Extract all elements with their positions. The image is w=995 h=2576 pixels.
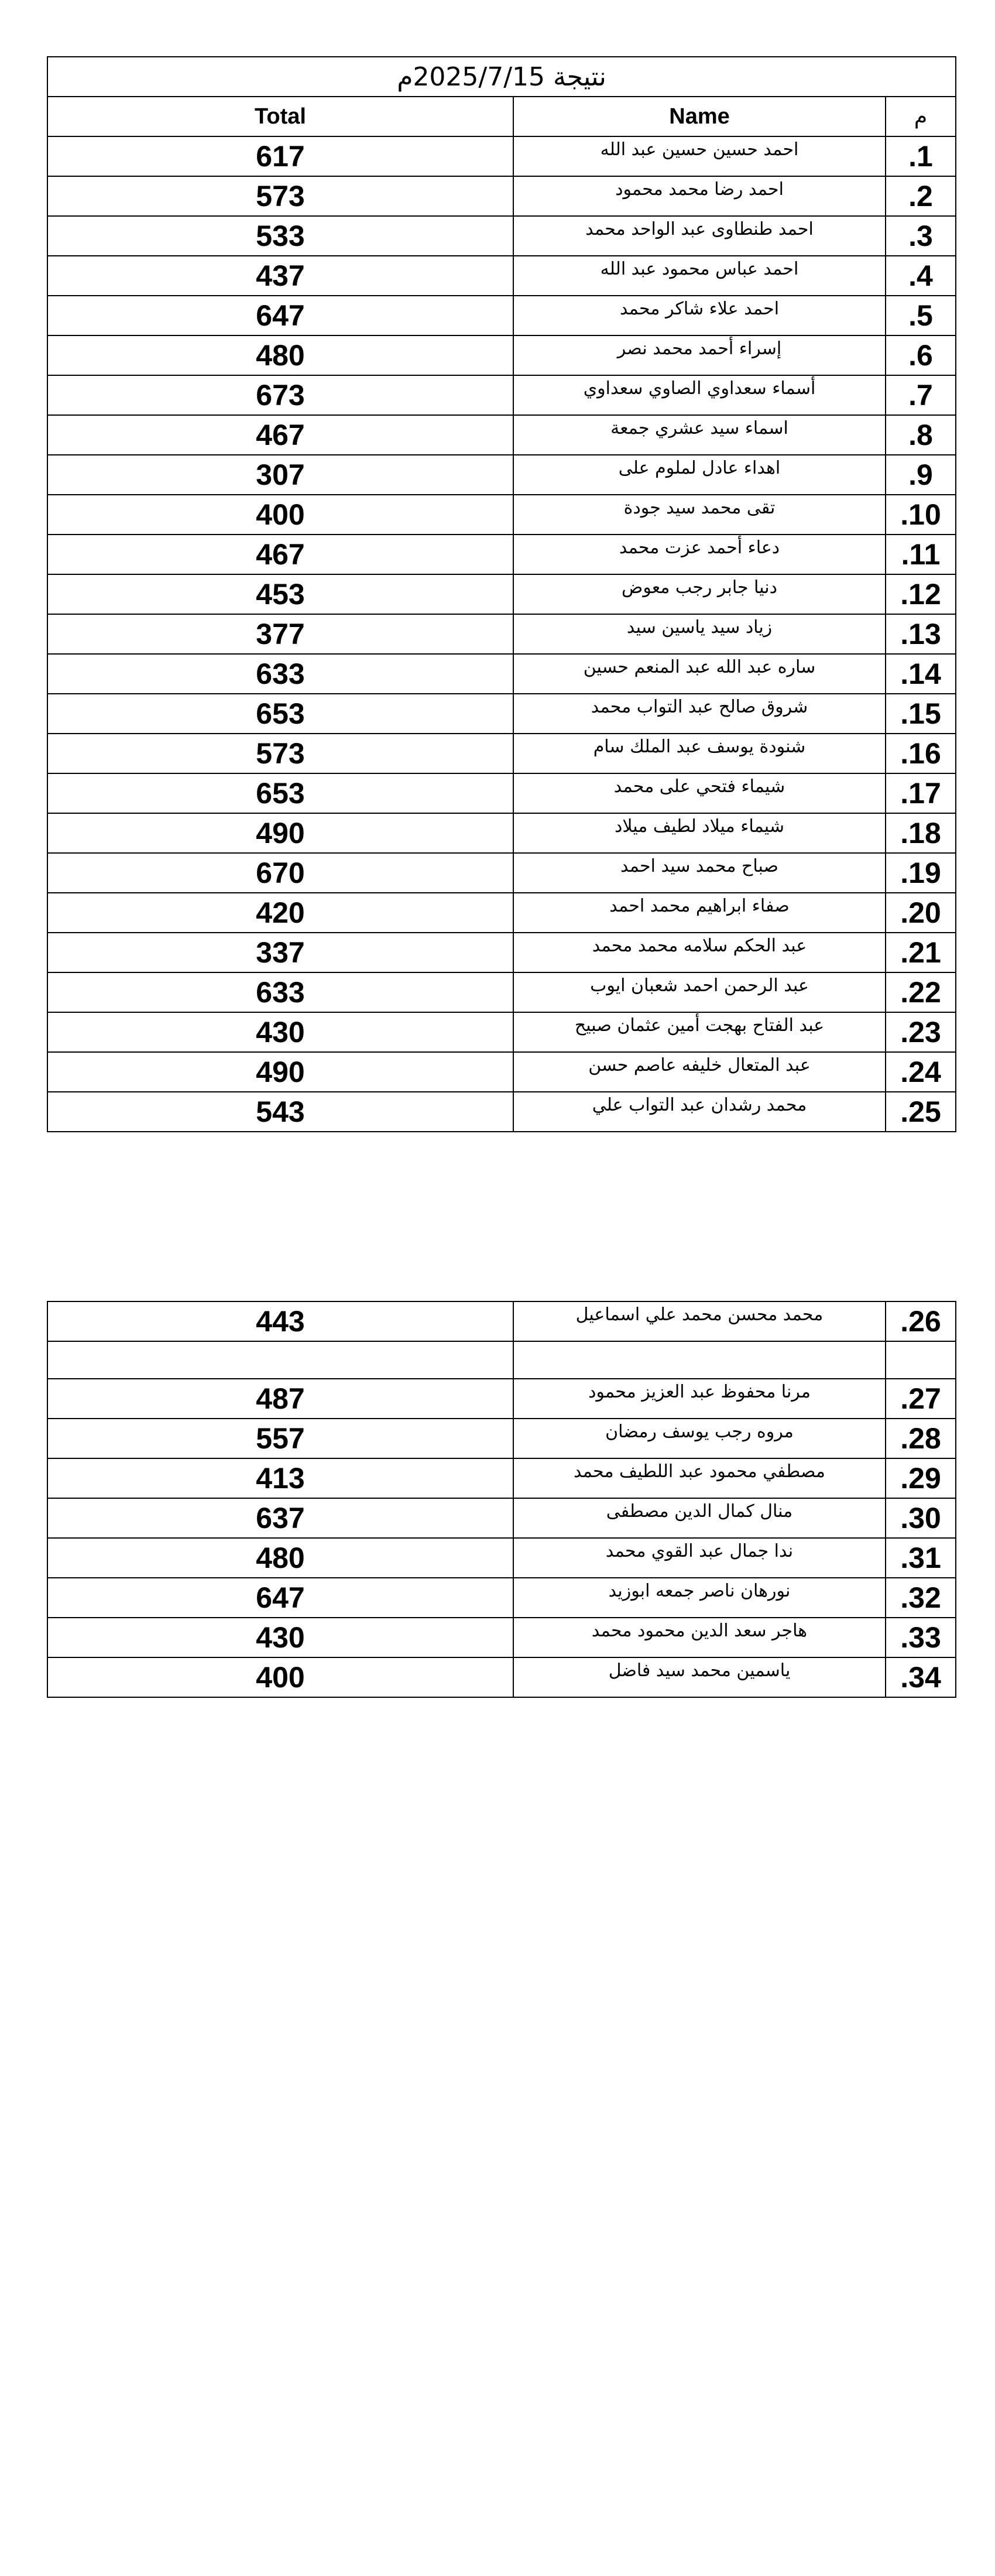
total-cell: 647 xyxy=(47,1578,513,1618)
name-cell: اهداء عادل لملوم على xyxy=(513,455,886,495)
table-row xyxy=(47,296,956,335)
results-table-page-2 xyxy=(47,1301,956,1698)
table-row xyxy=(47,853,956,893)
name-cell: شيماء ميلاد لطيف ميلاد xyxy=(513,813,886,853)
row-number-cell: 19. xyxy=(886,853,956,893)
table-row xyxy=(47,734,956,773)
table-row xyxy=(47,256,956,296)
name-cell: عبد المتعال خليفه عاصم حسن xyxy=(513,1052,886,1092)
total-cell: 543 xyxy=(47,1092,513,1132)
row-number-cell: 7. xyxy=(886,375,956,415)
total-cell: 673 xyxy=(47,375,513,415)
row-number-cell: 16. xyxy=(886,734,956,773)
name-cell: صفاء ابراهيم محمد احمد xyxy=(513,893,886,933)
name-cell: اسماء سيد عشري جمعة xyxy=(513,415,886,455)
row-number-cell: 17. xyxy=(886,773,956,813)
document-title: نتيجة 2025/7/15م xyxy=(47,57,956,97)
total-cell: 413 xyxy=(47,1458,513,1498)
results-table-body xyxy=(47,1301,956,1697)
row-number-cell: 26. xyxy=(886,1301,956,1341)
name-cell: عبد الرحمن احمد شعبان ايوب xyxy=(513,972,886,1012)
row-number-cell: 12. xyxy=(886,574,956,614)
results-table-body xyxy=(47,57,956,1132)
total-cell: 400 xyxy=(47,1657,513,1697)
row-number-cell: 25. xyxy=(886,1092,956,1132)
row-number-cell: 28. xyxy=(886,1419,956,1458)
row-number-cell: 6. xyxy=(886,335,956,375)
row-number-cell: 14. xyxy=(886,654,956,694)
name-cell: نورهان ناصر جمعه ابوزيد xyxy=(513,1578,886,1618)
name-cell: ندا جمال عبد القوي محمد xyxy=(513,1538,886,1578)
table-row xyxy=(47,535,956,574)
table-row xyxy=(47,1379,956,1419)
total-cell: 487 xyxy=(47,1379,513,1419)
total-cell: 533 xyxy=(47,216,513,256)
table-row xyxy=(47,216,956,256)
total-cell: 337 xyxy=(47,933,513,972)
name-cell: عبد الحكم سلامه محمد محمد xyxy=(513,933,886,972)
row-number-cell: 21. xyxy=(886,933,956,972)
name-cell: شروق صالح عبد التواب محمد xyxy=(513,694,886,734)
name-cell: احمد حسين حسين عبد الله xyxy=(513,136,886,176)
total-cell: 443 xyxy=(47,1301,513,1341)
table-row xyxy=(47,176,956,216)
total-cell: 670 xyxy=(47,853,513,893)
table-row xyxy=(47,1578,956,1618)
total-cell: 617 xyxy=(47,136,513,176)
table-row xyxy=(47,1092,956,1132)
name-cell xyxy=(513,1341,886,1379)
table-row xyxy=(47,375,956,415)
row-number-cell: 3. xyxy=(886,216,956,256)
table-row xyxy=(47,574,956,614)
table-row xyxy=(47,1301,956,1341)
table-row xyxy=(47,1618,956,1657)
header-number: م xyxy=(886,97,956,136)
table-row xyxy=(47,1052,956,1092)
table-row xyxy=(47,1657,956,1697)
table-row xyxy=(47,1498,956,1538)
name-cell: محمد رشدان عبد التواب علي xyxy=(513,1092,886,1132)
row-number-cell: 29. xyxy=(886,1458,956,1498)
row-number-cell: 1. xyxy=(886,136,956,176)
total-cell: 437 xyxy=(47,256,513,296)
name-cell: تقى محمد سيد جودة xyxy=(513,495,886,535)
table-row xyxy=(47,1012,956,1052)
table-row xyxy=(47,1419,956,1458)
total-cell: 573 xyxy=(47,734,513,773)
table-row xyxy=(47,136,956,176)
name-cell: دنيا جابر رجب معوض xyxy=(513,574,886,614)
name-cell: مروه رجب يوسف رمضان xyxy=(513,1419,886,1458)
row-number-cell: 24. xyxy=(886,1052,956,1092)
row-number-cell: 2. xyxy=(886,176,956,216)
table-row xyxy=(47,415,956,455)
name-cell: ياسمين محمد سيد فاضل xyxy=(513,1657,886,1697)
table-row xyxy=(47,773,956,813)
name-cell: مصطفي محمود عبد اللطيف محمد xyxy=(513,1458,886,1498)
row-number-cell: 33. xyxy=(886,1618,956,1657)
row-number-cell: 9. xyxy=(886,455,956,495)
total-cell: 377 xyxy=(47,614,513,654)
name-cell: عبد الفتاح بهجت أمين عثمان صبيح xyxy=(513,1012,886,1052)
name-cell: دعاء أحمد عزت محمد xyxy=(513,535,886,574)
row-number-cell: 4. xyxy=(886,256,956,296)
total-cell: 480 xyxy=(47,1538,513,1578)
table-row xyxy=(47,813,956,853)
row-number-cell: 20. xyxy=(886,893,956,933)
name-cell: شيماء فتحي على محمد xyxy=(513,773,886,813)
name-cell: إسراء أحمد محمد نصر xyxy=(513,335,886,375)
total-cell: 480 xyxy=(47,335,513,375)
total-cell: 633 xyxy=(47,972,513,1012)
table-row xyxy=(47,1458,956,1498)
total-cell: 420 xyxy=(47,893,513,933)
total-cell: 400 xyxy=(47,495,513,535)
name-cell: احمد علاء شاكر محمد xyxy=(513,296,886,335)
name-cell: شنودة يوسف عبد الملك سام xyxy=(513,734,886,773)
row-number-cell: 31. xyxy=(886,1538,956,1578)
row-number-cell: 32. xyxy=(886,1578,956,1618)
total-cell: 653 xyxy=(47,773,513,813)
total-cell: 653 xyxy=(47,694,513,734)
header-total: Total xyxy=(47,97,513,136)
total-cell: 467 xyxy=(47,415,513,455)
blank-row xyxy=(47,1341,956,1379)
total-cell: 430 xyxy=(47,1618,513,1657)
total-cell: 467 xyxy=(47,535,513,574)
row-number-cell xyxy=(886,1341,956,1379)
header-name: Name xyxy=(513,97,886,136)
results-table-page-1 xyxy=(47,56,956,1132)
total-cell xyxy=(47,1341,513,1379)
row-number-cell: 13. xyxy=(886,614,956,654)
name-cell: محمد محسن محمد علي اسماعيل xyxy=(513,1301,886,1341)
name-cell: زياد سيد ياسين سيد xyxy=(513,614,886,654)
table-row xyxy=(47,335,956,375)
table-row xyxy=(47,893,956,933)
total-cell: 490 xyxy=(47,1052,513,1092)
row-number-cell: 22. xyxy=(886,972,956,1012)
total-cell: 633 xyxy=(47,654,513,694)
table-row xyxy=(47,694,956,734)
total-cell: 430 xyxy=(47,1012,513,1052)
name-cell: مرنا محفوظ عبد العزيز محمود xyxy=(513,1379,886,1419)
total-cell: 307 xyxy=(47,455,513,495)
row-number-cell: 18. xyxy=(886,813,956,853)
table-row xyxy=(47,933,956,972)
name-cell: احمد رضا محمد محمود xyxy=(513,176,886,216)
row-number-cell: 11. xyxy=(886,535,956,574)
table-row xyxy=(47,614,956,654)
name-cell: احمد طنطاوى عبد الواحد محمد xyxy=(513,216,886,256)
table-row xyxy=(47,972,956,1012)
total-cell: 453 xyxy=(47,574,513,614)
name-cell: هاجر سعد الدين محمود محمد xyxy=(513,1618,886,1657)
title-row xyxy=(47,57,956,97)
total-cell: 647 xyxy=(47,296,513,335)
row-number-cell: 15. xyxy=(886,694,956,734)
row-number-cell: 34. xyxy=(886,1657,956,1697)
name-cell: أسماء سعداوي الصاوي سعداوي xyxy=(513,375,886,415)
table-row xyxy=(47,495,956,535)
total-cell: 573 xyxy=(47,176,513,216)
row-number-cell: 8. xyxy=(886,415,956,455)
name-cell: صباح محمد سيد احمد xyxy=(513,853,886,893)
table-row xyxy=(47,455,956,495)
row-number-cell: 30. xyxy=(886,1498,956,1538)
row-number-cell: 10. xyxy=(886,495,956,535)
table-row xyxy=(47,654,956,694)
row-number-cell: 23. xyxy=(886,1012,956,1052)
row-number-cell: 27. xyxy=(886,1379,956,1419)
row-number-cell: 5. xyxy=(886,296,956,335)
name-cell: منال كمال الدين مصطفى xyxy=(513,1498,886,1538)
table-row xyxy=(47,1538,956,1578)
total-cell: 490 xyxy=(47,813,513,853)
total-cell: 557 xyxy=(47,1419,513,1458)
total-cell: 637 xyxy=(47,1498,513,1538)
header-row xyxy=(47,97,956,136)
name-cell: احمد عباس محمود عبد الله xyxy=(513,256,886,296)
name-cell: ساره عبد الله عبد المنعم حسين xyxy=(513,654,886,694)
